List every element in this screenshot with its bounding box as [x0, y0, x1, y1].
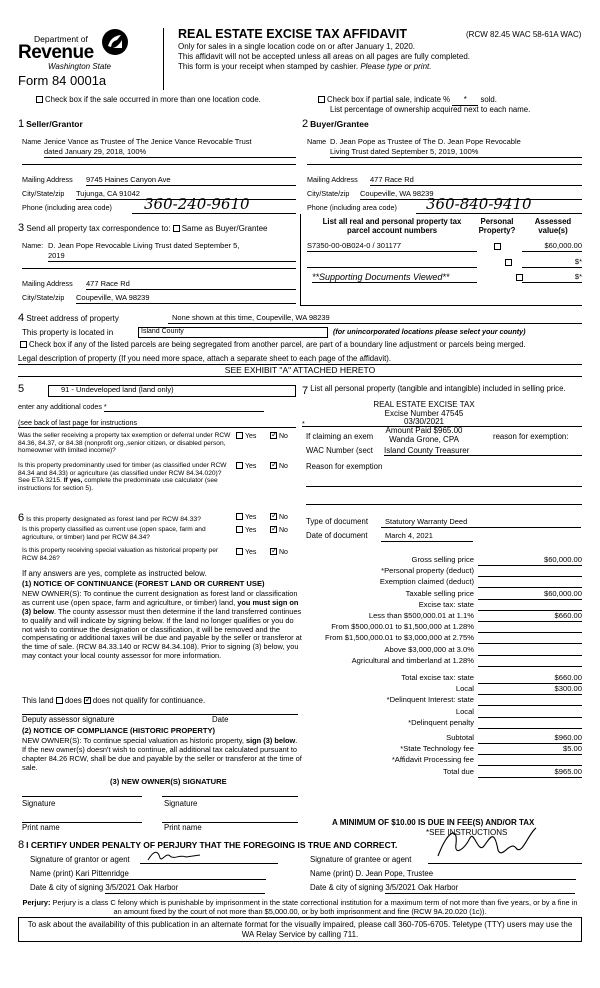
street-address-field[interactable]: None shown at this time, Coupeville, WA 98239	[168, 314, 582, 324]
tax-row-value[interactable]	[478, 696, 582, 706]
forest-no-label: No	[279, 514, 288, 521]
notice-compliance-heading: (2) NOTICE OF COMPLIANCE (HISTORIC PROPERTY)	[22, 726, 216, 735]
reason-exemption-label: reason for exemption:	[493, 432, 569, 441]
buyer-phone-label: Phone (including area code)	[307, 203, 397, 212]
parcel-row-1[interactable]: S7350-00-0B024-0 / 301177	[307, 242, 477, 252]
county-select[interactable]: Island County	[138, 327, 328, 338]
assessed-value-3[interactable]: $*	[522, 273, 582, 283]
current-use-question: Is this property classified as current use (open space, farm and agriculture, or timber) land per RCW 84.34?	[22, 526, 206, 541]
section-2-number: 2	[302, 118, 309, 130]
tax-row-label: *Affidavit Processing fee	[391, 755, 474, 765]
personal-property-field[interactable]: *	[302, 419, 305, 428]
parcel-header-1b: parcel account numbers	[346, 225, 438, 235]
personal-header: Personal	[480, 217, 514, 226]
tax-row-label: Total due	[443, 766, 474, 776]
located-label: This property is located in	[22, 328, 114, 337]
tax-row-value[interactable]: $965.00	[478, 768, 582, 778]
timber-no-label: No	[279, 463, 288, 470]
notice-compliance-text: NEW OWNER(S): To continue special valuation as historic property,	[22, 736, 244, 745]
tax-row-label: Less than $500,000.01 at 1.1%	[368, 611, 474, 620]
stamp-line-2: Excise Number 47545	[384, 408, 464, 418]
seller-address-label: Mailing Address	[22, 175, 73, 184]
street-label: Street address of property	[26, 314, 119, 323]
tax-row-label: Above $3,000,000 at 3.0%	[384, 644, 474, 654]
tax-row-label: Taxable selling price	[405, 588, 474, 598]
tax-row-label: Subtotal	[446, 733, 474, 742]
tax-row-value[interactable]	[478, 578, 582, 588]
owner-print-name-label-1: Print name	[22, 823, 60, 832]
tax-row-value[interactable]: $60,000.00	[478, 590, 582, 600]
land-does-not-checkbox[interactable]	[84, 697, 91, 704]
grantor-date-label: Date & city of signing	[30, 883, 104, 892]
grantor-signature-label: Signature of grantor or agent	[30, 855, 130, 864]
located-note: (for unincorporated locations please select your county)	[333, 327, 526, 336]
current-use-no-checkbox[interactable]	[270, 526, 277, 533]
current-use-no-label: No	[279, 527, 288, 534]
grantee-date-field[interactable]: 3/5/2021 Oak Harbor	[385, 884, 575, 894]
form-number: Form 84 0001a	[18, 73, 107, 88]
tax-row-label: Local	[455, 684, 474, 694]
grantor-name-label: Name (print)	[30, 869, 74, 878]
buyer-city-field[interactable]: Coupeville, WA 98239	[360, 190, 582, 200]
timber-question-cont: complete the predominate use calculator (see instructions for section 5).	[18, 477, 218, 492]
timber-yes-label: Yes	[245, 463, 257, 470]
legal-description-label: Legal description of property (If you need more space, attach a separate sheet to each page of the affidavit).	[18, 355, 582, 365]
legal-description-field[interactable]: SEE EXHIBIT "A" ATTACHED HERETO	[224, 365, 376, 375]
corr-city-label: City/State/zip	[22, 293, 65, 302]
reason-for-exemption-label: Reason for exemption	[306, 462, 383, 471]
multi-location-label: Check box if the sale occurred in more than one location code.	[45, 95, 261, 104]
tax-row-value[interactable]	[478, 756, 582, 766]
tax-row-label: From $1,500,000.01 to $3,000,000 at 2.75%	[324, 633, 474, 643]
seller-address-field[interactable]: 9745 Haines Canyon Ave	[86, 176, 296, 186]
exemption-yes-checkbox[interactable]	[236, 432, 243, 439]
forest-no-checkbox[interactable]	[270, 513, 277, 520]
tax-row-label: From $500,000.01 to $1,500,000 at 1.28%	[331, 622, 474, 632]
notice-continuance-text-2: . The county assessor must then determine if the land transferred continues to qualify and will indicate by signing below. If the land no longer qualifies or you do not wish to continue the designation or classification, it will be removed and the compensating or additional taxes will be due and payable by the seller or transferor at the time of sale. (RCW 84.33.140 or RCW 84.34.108). Prior to signing (3) below, you may contact your local county assessor for more information.	[22, 606, 302, 661]
header-line-2: This affidavit will not be accepted unless all areas on all pages are fully completed.	[178, 52, 471, 61]
stamp-line-4: Amount Paid $965.00	[385, 425, 463, 435]
form-citation: (RCW 82.45 WAC 58-61A WAC)	[466, 30, 582, 39]
exemption-yes-label: Yes	[245, 433, 257, 440]
tax-row-value[interactable]: $660.00	[478, 674, 582, 684]
grantee-name-field[interactable]: D. Jean Pope, Trustee	[356, 870, 576, 880]
see-instructions-note: *SEE INSTRUCTIONS	[426, 828, 508, 837]
deputy-date-label: Date	[212, 715, 229, 724]
tax-row-value[interactable]: $960.00	[478, 734, 582, 744]
corr-name-line2[interactable]: 2019	[48, 252, 296, 262]
header-line-1: Only for sales in a single location code on or after January 1, 2020.	[178, 42, 416, 51]
tax-row-label: *Personal property (deduct)	[381, 566, 474, 576]
type-or-print-note: Please type or print.	[360, 62, 432, 71]
exemption-no-checkbox[interactable]	[270, 432, 277, 439]
buyer-heading: Buyer/Grantee	[310, 119, 369, 129]
owner-print-name-label-2: Print name	[164, 823, 202, 832]
doc-date-field[interactable]: March 4, 2021	[381, 532, 473, 542]
tax-row-label: Local	[455, 706, 474, 716]
seller-phone-field[interactable]: 360-240-9610	[132, 196, 296, 214]
tax-row-label: Agricultural and timberland at 1.28%	[351, 655, 474, 665]
seller-phone-label: Phone (including area code)	[22, 203, 112, 212]
historic-yes-label: Yes	[245, 549, 257, 556]
this-land-label: This land	[22, 696, 54, 705]
corr-address-field[interactable]: 477 Race Rd	[86, 280, 296, 290]
assessed-value-2[interactable]: $*	[522, 258, 582, 268]
assessed-header: Assessed	[534, 217, 572, 226]
grantee-date-label: Date & city of signing	[310, 883, 384, 892]
corr-name-line1[interactable]: D. Jean Pope Revocable Living Trust dated September 5,	[48, 241, 240, 250]
doc-type-label: Type of document	[306, 517, 368, 526]
deputy-signature-label: Deputy assessor signature	[22, 715, 115, 724]
seller-name-line1[interactable]: Jenice Vance as Trustee of The Jenice Vance Revocable Trust	[44, 137, 252, 146]
current-use-yes-checkbox[interactable]	[236, 526, 243, 533]
tax-row-label: *Delinquent penalty	[408, 717, 474, 727]
tax-row-value[interactable]	[478, 634, 582, 644]
historic-no-label: No	[279, 549, 288, 556]
tax-row-value[interactable]	[478, 567, 582, 577]
accessibility-box	[18, 917, 582, 942]
tax-row-label: Excise tax: state	[418, 599, 474, 609]
corr-address-label: Mailing Address	[22, 279, 73, 288]
see-back-note: (see back of last page for instructions	[18, 419, 296, 428]
grantor-name-field[interactable]: Kari Pittenridge	[76, 870, 266, 880]
personal-property-label: List all personal property (tangible and intangible) included in selling price.	[310, 384, 566, 393]
segregation-label: Check box if any of the listed parcels are being segregated from another parcel, are part of a boundary line adjustment or parcels being merged.	[29, 340, 526, 349]
tax-row-label: *Delinquent Interest: state	[386, 695, 474, 705]
section-1-number: 1	[18, 118, 25, 130]
tax-row-value[interactable]	[478, 646, 582, 656]
parcel-header-1: List all real and personal property tax	[322, 217, 462, 226]
grantee-signature-field[interactable]	[428, 820, 582, 864]
exemption-no-label: No	[279, 433, 288, 440]
notice-compliance-text-2: . If the new owner(s) doesn't wish to continue, all additional tax calculated pursuant to chapter 84.26 RCW, shall be due and payable by the seller or transferor at the time of sale.	[22, 736, 302, 772]
personal-header-b: Property?	[478, 225, 516, 235]
forest-yes-checkbox[interactable]	[236, 513, 243, 520]
partial-pct-field[interactable]: *	[452, 96, 478, 106]
sign-3-below-2: sign (3) below	[246, 736, 296, 745]
tax-row-value[interactable]	[478, 708, 582, 718]
owner-signature-label-2: Signature	[164, 799, 198, 808]
doc-date-label: Date of document	[306, 531, 368, 540]
multi-location-checkbox[interactable]	[36, 96, 43, 103]
parcel-row-3[interactable]: **Supporting Documents Viewed**	[312, 272, 477, 283]
historic-no-checkbox[interactable]	[270, 548, 277, 555]
perjury-bold: Perjury:	[22, 898, 51, 907]
buyer-name-line2[interactable]: Living Trust dated September 5, 2019, 100%	[330, 148, 582, 158]
section-6-number: 6	[18, 512, 25, 524]
forest-question: Is this property designated as forest land per RCW 84.33?	[26, 516, 202, 523]
perjury-text: Perjury is a class C felony which is punishable by imprisonment in the state correctional institution for a maximum term of not more than five years, or by a fine in an amount fixed by the court of not more than $5,000.00, or by both imprisonment and fine (RCW 9A.20.020 (1c)).	[52, 898, 578, 917]
header-line-3: This form is your receipt when stamped by cashier.	[178, 62, 359, 71]
parcel-row-2[interactable]	[307, 258, 477, 268]
additional-codes-label: enter any additional codes	[18, 402, 102, 411]
personal-checkbox-1[interactable]	[494, 243, 501, 250]
sign-3-below: you must sign on (3) below	[22, 597, 299, 616]
personal-checkbox-2[interactable]	[505, 259, 512, 266]
partial-sale-checkbox[interactable]	[318, 96, 325, 103]
seller-city-label: City/State/zip	[22, 189, 65, 198]
current-use-yes-label: Yes	[245, 527, 257, 534]
partial-sale-label: Check box if partial sale, indicate %	[327, 95, 451, 104]
forest-yes-label: Yes	[245, 514, 257, 521]
stamp-line-3: 03/30/2021	[403, 417, 445, 427]
dept-label: Department of	[34, 34, 88, 44]
buyer-city-label: City/State/zip	[307, 189, 350, 198]
notice-continuance-heading: (1) NOTICE OF CONTINUANCE (FOREST LAND OR CURRENT USE)	[22, 579, 265, 588]
historic-yes-checkbox[interactable]	[236, 548, 243, 555]
additional-codes-field[interactable]: *	[104, 403, 264, 412]
revenue-logo-text: Revenue	[18, 42, 94, 63]
certify-heading: I CERTIFY UNDER PENALTY OF PERJURY THAT THE FOREGOING IS TRUE AND CORRECT.	[26, 840, 398, 850]
stamp-line-6: Island County Treasurer	[384, 446, 582, 456]
same-as-buyer-checkbox[interactable]	[173, 225, 180, 232]
buyer-address-field[interactable]: 477 Race Rd	[370, 176, 582, 186]
minimum-due-note: A MINIMUM OF $10.00 IS DUE IN FEE(S) AND/OR TAX	[332, 818, 535, 827]
grantee-name-label: Name (print)	[310, 869, 354, 878]
section-3-number: 3	[18, 222, 25, 234]
seller-city-field[interactable]: Tujunga, CA 91042	[76, 190, 296, 200]
notice-continuance-text: NEW OWNER(S): To continue the current designation as forest land or classification as current use (open space, farm and agriculture, or timber) land,	[22, 589, 298, 607]
same-as-buyer-label: Same as Buyer/Grantee	[181, 224, 268, 233]
timber-no-checkbox[interactable]	[270, 462, 277, 469]
tax-row-value[interactable]: $5.00	[478, 745, 582, 755]
land-does-label: does	[64, 696, 82, 705]
tax-row-value[interactable]	[478, 657, 582, 667]
corr-city-field[interactable]: Coupeville, WA 98239	[76, 294, 296, 304]
land-use-code-select[interactable]: 91 - Undeveloped land (land only)	[48, 385, 296, 397]
correspondence-heading: Send all property tax correspondence to:	[26, 224, 171, 233]
seller-heading: Seller/Grantor	[26, 119, 83, 129]
tax-row-label: Exemption claimed (deduct)	[379, 577, 474, 587]
assessed-value-1[interactable]: $60,000.00	[522, 242, 582, 252]
tax-row-label: Total excise tax: state	[401, 673, 474, 682]
grantee-signature-label: Signature of grantee or agent	[310, 855, 412, 864]
revenue-logo-icon	[101, 28, 129, 56]
corr-name-label: Name:	[22, 241, 44, 250]
grantor-signature-field[interactable]	[140, 848, 278, 864]
segregation-checkbox[interactable]	[20, 341, 27, 348]
state-label: Washington State	[48, 62, 112, 71]
timber-question: Is this property predominantly used for timber (as classified under RCW 84.34 and 84.33) or agriculture (as classified under RCW 84.34.020)? See ETA 3215.	[18, 462, 227, 485]
buyer-name-line1[interactable]: D. Jean Pope as Trustee of The D. Jean Pope Revocable	[330, 137, 521, 146]
form-title: REAL ESTATE EXCISE TAX AFFIDAVIT	[178, 27, 407, 41]
land-does-checkbox[interactable]	[56, 697, 63, 704]
section-7-number: 7	[302, 385, 309, 397]
section-4-number: 4	[18, 312, 25, 324]
tax-row-value[interactable]	[478, 623, 582, 633]
section-8-number: 8	[18, 839, 25, 851]
tax-row-label: *State Technology fee	[400, 744, 474, 754]
tax-row-value[interactable]: $60,000.00	[478, 556, 582, 566]
historic-question: Is this property receiving special valuation as historical property per RCW 84.26?	[22, 547, 219, 562]
buyer-phone-field[interactable]: 360-840-9410	[416, 196, 582, 214]
assessed-header-b: value(s)	[538, 225, 568, 235]
wac-number-label: WAC Number (sect	[306, 446, 373, 455]
accessibility-text: To ask about the availability of this publication in an alternate format for the visually impaired, please call 360-705-6705. Teletype (TTY) users may use the WA Relay Service by calling 711.	[27, 920, 573, 940]
if-yes-label: If yes,	[63, 477, 83, 485]
doc-type-field[interactable]: Statutory Warranty Deed	[381, 518, 581, 528]
land-does-not-label: does not qualify for continuance.	[92, 696, 206, 705]
owner-signature-label-1: Signature	[22, 799, 56, 808]
grantor-date-field[interactable]: 3/5/2021 Oak Harbor	[105, 884, 265, 894]
stamp-line-5: Wanda Grone, CPA	[389, 434, 459, 444]
partial-sold-label: sold.	[480, 95, 497, 104]
section-5-number: 5	[18, 383, 25, 395]
tax-row-value[interactable]: $300.00	[478, 685, 582, 695]
tax-row-label: Gross selling price	[411, 555, 474, 564]
new-owner-signature-heading: (3) NEW OWNER(S) SIGNATURE	[110, 777, 227, 786]
exemption-question: Was the seller receiving a property tax exemption or deferral under RCW 84.36, 84.37, or 84.38 (nonprofit org.,senior citizen, or disabled person, homeowner with limited income)?	[18, 432, 231, 455]
tax-row-value[interactable]: $660.00	[478, 612, 582, 622]
seller-name-line2[interactable]: dated January 29, 2018, 100%	[44, 148, 296, 158]
buyer-address-label: Mailing Address	[307, 175, 358, 184]
timber-yes-checkbox[interactable]	[236, 462, 243, 469]
tax-row-value[interactable]	[478, 719, 582, 729]
stamp-line-1: REAL ESTATE EXCISE TAX	[373, 400, 475, 409]
ownership-note: List percentage of ownership acquired next to each name.	[330, 105, 531, 114]
tax-row-value[interactable]	[478, 601, 582, 611]
claiming-exemption-label: If claiming an exem	[306, 432, 374, 441]
seller-name-label: Name	[22, 137, 42, 146]
if-any-yes-note: If any answers are yes, complete as instructed below.	[22, 569, 207, 578]
buyer-name-label: Name	[307, 137, 327, 146]
